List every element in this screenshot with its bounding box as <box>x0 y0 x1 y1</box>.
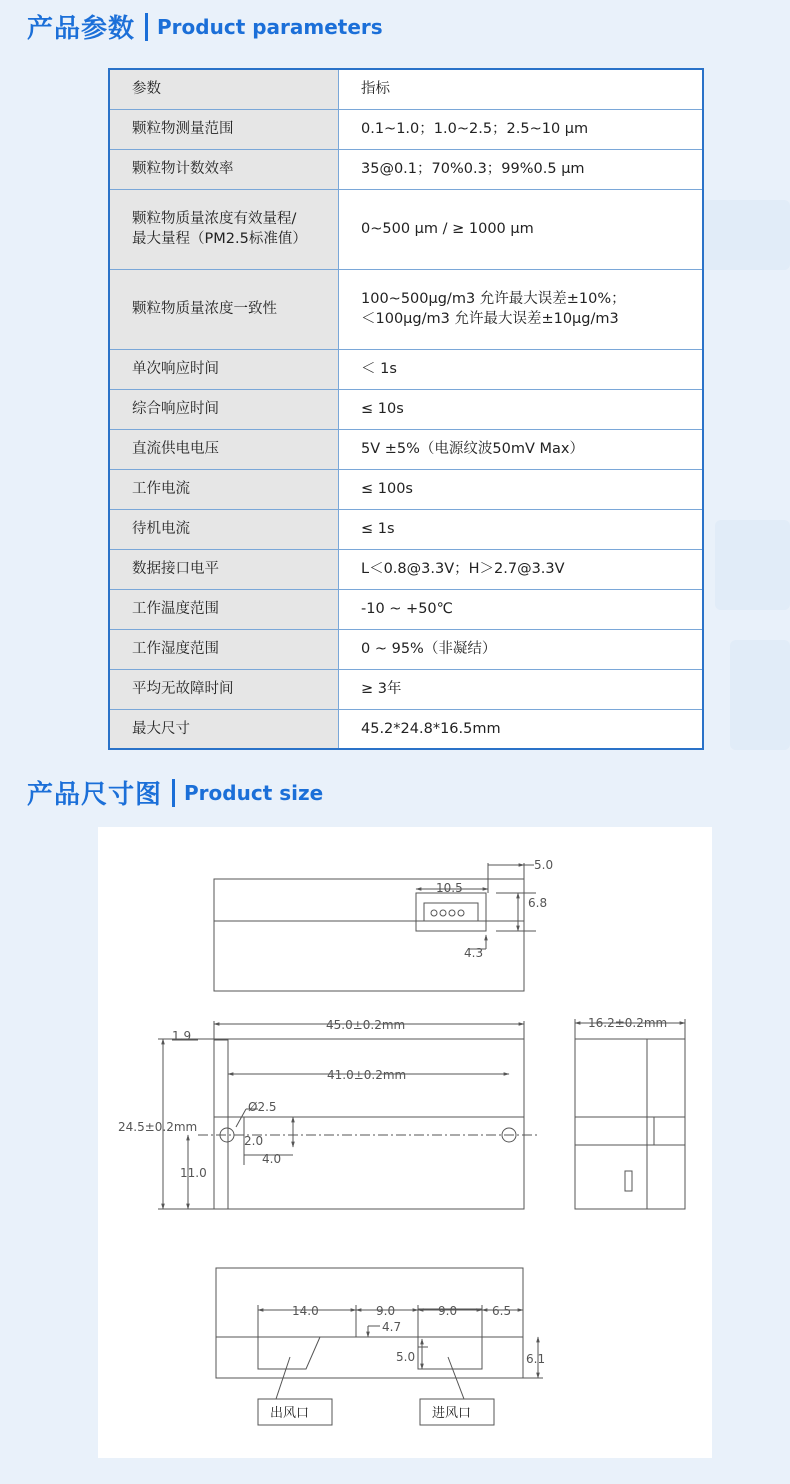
param-name: 最大尺寸 <box>109 709 339 749</box>
param-name <box>109 189 339 269</box>
param-name: 数据接口电平 <box>109 549 339 589</box>
param-value: 指标 <box>339 69 704 109</box>
table-row <box>109 469 703 509</box>
table-row <box>109 549 703 589</box>
param-value: 45.2*24.8*16.5mm <box>339 709 704 749</box>
table-row <box>109 349 703 389</box>
param-value-line2: ＜100μg/m3 允许最大误差±10μg/m3 <box>361 311 619 327</box>
dim-4-0: 4.0 <box>262 1152 282 1166</box>
param-value: -10 ~ +50℃ <box>339 589 704 629</box>
param-name: 颗粒物测量范围 <box>109 109 339 149</box>
dimension-drawing-svg <box>98 827 712 1458</box>
dim-6-8: 6.8 <box>528 896 548 910</box>
dim-16-2: 16.2±0.2mm <box>588 1016 668 1030</box>
param-name: 综合响应时间 <box>109 389 339 429</box>
front-view <box>158 1021 538 1209</box>
param-value: ≤ 1s <box>339 509 704 549</box>
table-row <box>109 149 703 189</box>
param-name: 参数 <box>109 69 339 109</box>
param-value <box>339 269 704 349</box>
table-row <box>109 629 703 669</box>
param-name: 工作电流 <box>109 469 339 509</box>
section-title-zh: 产品尺寸图 <box>27 780 163 810</box>
table-row <box>109 189 703 269</box>
param-value: 0.1~1.0；1.0~2.5；2.5~10 μm <box>339 109 704 149</box>
table-row <box>109 709 703 749</box>
param-name-line1: 颗粒物质量浓度有效量程/ <box>132 211 297 227</box>
dim-41: 41.0±0.2mm <box>327 1068 407 1082</box>
param-value: 5V ±5%（电源纹波50mV Max） <box>339 429 704 469</box>
dim-1-9: 1.9 <box>172 1029 192 1043</box>
dim-9a: 9.0 <box>376 1304 396 1318</box>
dim-10-5: 10.5 <box>436 881 463 895</box>
param-name: 平均无故障时间 <box>109 669 339 709</box>
dim-9b: 9.0 <box>438 1304 458 1318</box>
outlet-label: 出风口 <box>270 1406 310 1421</box>
param-value: 0 ~ 95%（非凝结） <box>339 629 704 669</box>
table-row <box>109 69 703 109</box>
side-view <box>575 1019 685 1209</box>
dim-14: 14.0 <box>292 1304 319 1318</box>
dim-45: 45.0±0.2mm <box>326 1018 406 1032</box>
top-view <box>214 863 536 991</box>
param-name: 颗粒物计数效率 <box>109 149 339 189</box>
table-row <box>109 509 703 549</box>
param-name: 直流供电电压 <box>109 429 339 469</box>
table-row <box>109 589 703 629</box>
param-name: 工作湿度范围 <box>109 629 339 669</box>
table-row <box>109 389 703 429</box>
param-value: L＜0.8@3.3V；H＞2.7@3.3V <box>339 549 704 589</box>
param-name: 工作温度范围 <box>109 589 339 629</box>
section-title-zh: 产品参数 <box>27 14 136 44</box>
section-title-size <box>27 774 323 811</box>
section-title-en: Product size <box>184 780 324 805</box>
dim-hole: Ø2.5 <box>248 1100 277 1114</box>
dim-24-5: 24.5±0.2mm <box>118 1120 198 1134</box>
section-title-parameters <box>27 8 383 45</box>
table-row <box>109 269 703 349</box>
param-value: ≤ 100s <box>339 469 704 509</box>
param-value: ≤ 10s <box>339 389 704 429</box>
dim-4-7: 4.7 <box>382 1320 402 1334</box>
table-row <box>109 669 703 709</box>
table-row <box>109 429 703 469</box>
param-name-line2: 最大量程（PM2.5标准值） <box>132 231 307 247</box>
dim-5-0-bottom: 5.0 <box>396 1350 416 1364</box>
dim-6-1: 6.1 <box>526 1352 546 1366</box>
bottom-view <box>216 1268 546 1425</box>
param-value: ≥ 3年 <box>339 669 704 709</box>
dim-4-3: 4.3 <box>464 946 484 960</box>
section-title-en: Product parameters <box>157 14 383 39</box>
table-row <box>109 109 703 149</box>
dimension-drawing <box>98 827 712 1458</box>
param-name: 颗粒物质量浓度一致性 <box>109 269 339 349</box>
param-value: 0~500 μm / ≥ 1000 μm <box>339 189 704 269</box>
title-divider <box>172 779 175 807</box>
dim-2-0: 2.0 <box>244 1134 264 1148</box>
dim-5-0: 5.0 <box>534 858 554 872</box>
param-name: 待机电流 <box>109 509 339 549</box>
dim-11-0: 11.0 <box>180 1166 207 1180</box>
param-name: 单次响应时间 <box>109 349 339 389</box>
param-value-line1: 100~500μg/m3 允许最大误差±10%； <box>361 291 626 307</box>
param-value: 35@0.1；70%0.3；99%0.5 μm <box>339 149 704 189</box>
dim-6-5: 6.5 <box>492 1304 512 1318</box>
title-divider <box>145 13 148 41</box>
param-value: ＜ 1s <box>339 349 704 389</box>
inlet-label: 进风口 <box>432 1406 472 1421</box>
parameters-table <box>108 68 704 750</box>
